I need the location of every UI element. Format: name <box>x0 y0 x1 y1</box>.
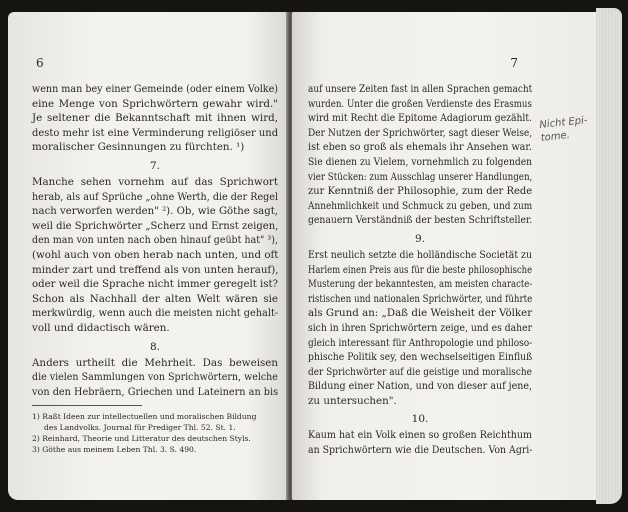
section-heading: 8. <box>149 340 161 353</box>
section-heading: 9. <box>414 232 426 245</box>
margin-note-line: tome. <box>540 129 571 144</box>
text-line: auf unsere Zeiten fast in allen Sprachen gemacht <box>308 83 533 95</box>
text-line: an Sprichwörtern wie die Deutschen. Von Agri- <box>308 444 533 457</box>
text-line: eine Menge von Sprichwörtern gewahr wird." <box>32 97 278 110</box>
text-line: der Sprichwörter auf die geistige und moralische <box>308 365 532 378</box>
text-line: Je seltener die Bekanntschaft mit ihnen wird, <box>32 112 278 125</box>
text-line: die vielen Sammlungen von Sprichwörtern, welche <box>32 371 278 384</box>
text-line: herab, als auf Sprüche „ohne Werth, die der Regel <box>32 190 279 203</box>
section-heading: 10. <box>411 413 429 426</box>
text-line: minder zart und treffend als von unten herauf), <box>32 263 279 276</box>
text-line: weil die Sprichwörter „Scherz und Ernst zeigen, <box>32 219 279 232</box>
text-line: Musterung der bekanntesten, am meisten characte- <box>308 278 533 291</box>
text-line: voll und didactisch wären. <box>32 321 170 334</box>
footnote: 2) Reinhard, Theorie und Litteratur des deutschen Styls. <box>32 434 251 444</box>
text-line: gleich interessant für Anthropologie und philoso- <box>308 336 533 349</box>
text-line: (wohl auch von oben herab nach unten, und oft <box>32 248 279 261</box>
text-line: Kaum hat ein Volk einen so großen Reichthum <box>308 429 533 442</box>
footnote: des Landvolks. Journal für Prediger Thl. 52. St. 1. <box>44 423 236 433</box>
handwritten-margin-note <box>539 113 597 145</box>
text-line: Manche sehen vornehm auf das Sprichwort <box>32 175 278 188</box>
text-line: phische Politik sey, den wechselseitigen Einfluß <box>308 351 533 364</box>
text-line: zu untersuchen". <box>308 394 397 407</box>
text-line: Bildung einer Nation, und von dieser auf jene, <box>308 380 533 393</box>
text-line: ristischen und nationalen Sprichwörter, und führte <box>308 292 533 305</box>
page-body <box>308 82 532 458</box>
left-page <box>8 12 290 500</box>
text-line: desto mehr ist eine Verminderung religiöser und <box>32 126 279 139</box>
text-line: Annehmlichkeit und Schmuck zu geben, und zum <box>308 199 533 212</box>
page-number: 6 <box>36 56 44 70</box>
text-line: den man von unten nach oben hinauf geübt hat" ³), <box>32 234 278 247</box>
text-line: Der Nutzen der Sprichwörter, sagt dieser Weise, <box>308 126 533 139</box>
text-line: vier Stücken: zum Ausschlag unserer Handlungen, <box>308 170 533 183</box>
page-edges <box>596 8 622 504</box>
text-line: zur Kenntniß der Philosophie, zum der Rede <box>308 185 533 198</box>
text-line: oder weil die Sprache nicht immer geregelt ist? <box>32 278 278 291</box>
text-line: Erst neulich setzte die holländische Societät zu <box>308 248 532 261</box>
text-line: moralischer Gesinnungen zu fürchten. ¹) <box>32 141 245 154</box>
footnote-divider <box>32 405 142 406</box>
text-line: ist eben so groß als ehemals ihr Ansehen war. <box>308 141 532 154</box>
text-line: als Grund an: „Daß die Weisheit der Völker <box>308 307 533 320</box>
text-line: genauern Verständniß der besten Schriftsteller. <box>308 214 533 227</box>
text-line: merkwürdig, wenn auch die meisten nicht gehalt- <box>32 307 279 320</box>
text-line: nach verworfen werden" ²). Ob, wie Göthe sagt, <box>32 205 278 218</box>
footnote: 3) Göthe aus meinem Leben Thl. 3. S. 490. <box>32 445 197 455</box>
footnote: 1) Raßt Ideen zur intellectuellen und moralischen Bildung <box>32 412 257 422</box>
text-line: Schon als Nachhall der alten Welt wären sie <box>32 292 278 305</box>
page-body <box>32 82 278 455</box>
text-line: Sie dienen zu Vielem, vornehmlich zu folgenden <box>308 155 533 168</box>
page-number: 7 <box>510 56 518 70</box>
text-line: von den Hebräern, Griechen und Lateinern an bis <box>32 385 279 398</box>
text-line: Anders urtheilt die Mehrheit. Das beweisen <box>32 356 278 369</box>
right-page <box>292 12 604 500</box>
text-line: wenn man bey einer Gemeinde (oder einem Volke) <box>32 83 279 95</box>
section-heading: 7. <box>149 159 161 172</box>
margin-note-line: Nicht Epi- <box>538 114 589 131</box>
text-line: wird mit Recht die Epitome Adagiorum gezählt. <box>308 112 532 125</box>
text-line: wurden. Unter die großen Verdienste des Erasmus <box>308 97 532 110</box>
text-line: sich in ihren Sprichwörtern zeige, und es daher <box>308 321 532 334</box>
text-line: Harlem einen Preis aus für die beste philosophische <box>308 263 533 276</box>
